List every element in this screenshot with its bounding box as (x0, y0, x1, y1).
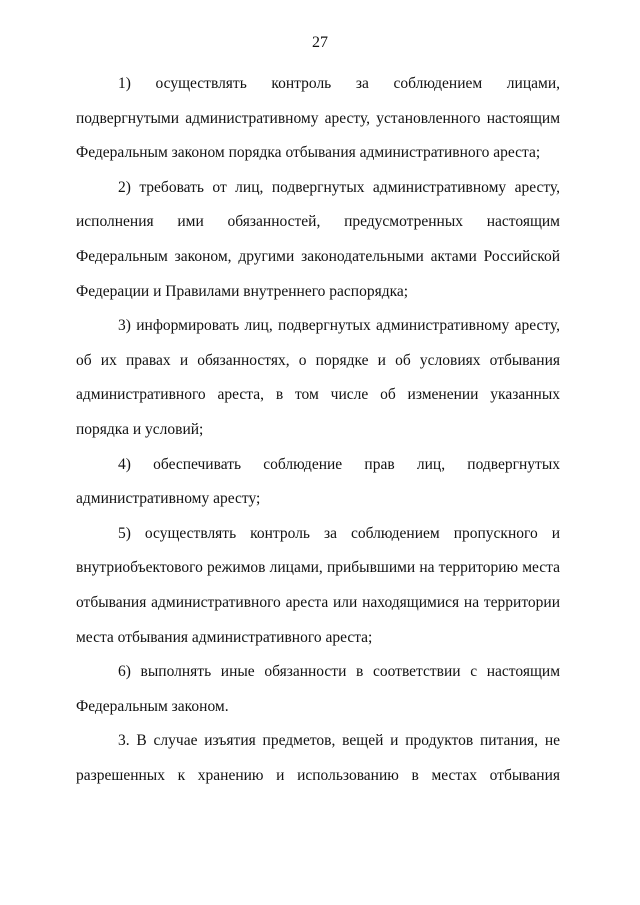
paragraph-5: 5) осуществлять контроль за соблюдением пропускного и внутриобъектового режимов лицами, прибывшими на территорию места отбывания административного ареста или находящимися на территории места отбывания административного ареста; (76, 524, 560, 646)
page-number: 27 (312, 34, 328, 51)
paragraph-4: 4) обеспечивать соблюдение прав лиц, подвергнутых административному аресту; (76, 455, 560, 508)
paragraph-3: 3) информировать лиц, подвергнутых административному аресту, об их правах и обязанностях, о порядке и об условиях отбывания административного ареста, в том числе об изменении указанных порядка и условий; (76, 317, 560, 438)
paragraph-1: 1) осуществлять контроль за соблюдением лицами, подвергнутыми административному аресту, установленного настоящим Федеральным законом порядка отбывания административного ареста; (76, 75, 560, 162)
paragraph-6: 6) выполнять иные обязанности в соответствии с настоящим Федеральным законом. (76, 663, 560, 715)
document-body (76, 67, 560, 793)
paragraph-2: 2) требовать от лиц, подвергнутых административному аресту, исполнения ими обязанностей, предусмотренных настоящим Федеральным законом, другими законодательными актами Российской Федерации и Правилами внутреннего распорядка; (76, 178, 560, 300)
paragraph-7: 3. В случае изъятия предметов, вещей и продуктов питания, не разрешенных к хранению и использованию в местах отбывания (76, 732, 560, 784)
